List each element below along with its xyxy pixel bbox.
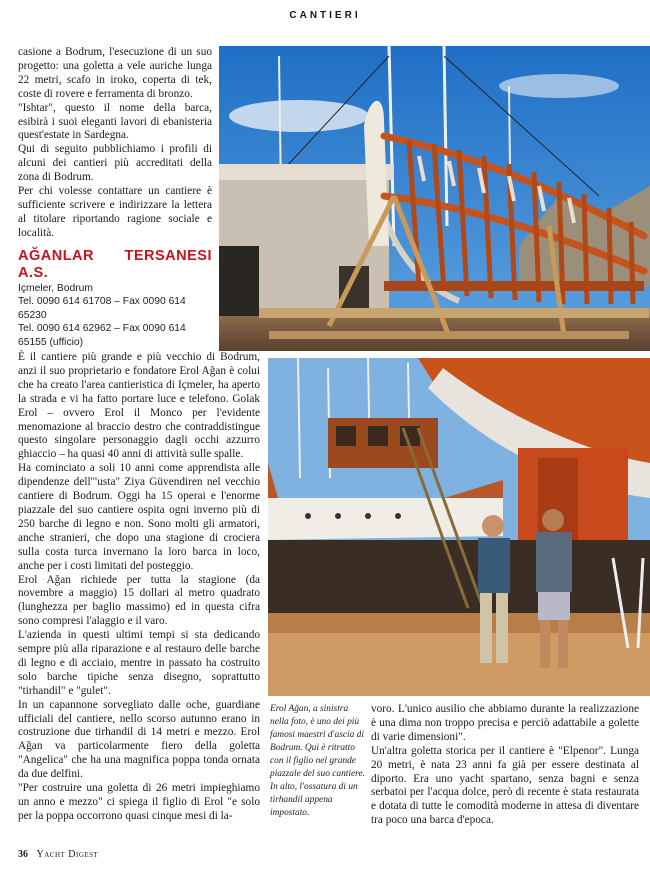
photo-boat-framework: [219, 46, 650, 351]
article-paragraph: L'azienda in questi ultimi tempi si sta dedicando sempre più alla riparazione e al restauro delle barche di legno e di acciaio, mentre in passato ha costruito solo barche tipiche senza disegno, soprattutto "tirhandil" e "gulet".: [18, 629, 260, 697]
intro-paragraph: casione a Bodrum, l'esecuzione di un suo progetto: una goletta a vele auriche lunga 22 metri, scafo in iroko, coperta di tek, coste di rovere e ferramenta di bronzo.: [18, 46, 212, 100]
section-header: CANTIERI: [289, 10, 361, 21]
page-footer: [18, 849, 98, 860]
shipyard-phone-1: Tel. 0090 614 61708 – Fax 0090 614 65230: [18, 296, 186, 321]
article-paragraph: In un capannone sorvegliato dalle oche, guardiane ufficiali del cantiere, nello scorso autunno erano in costruzione due tirhandil di 14 metri e mezzo. Erol Ağan va particolarmente fiero della goletta "Angelica" che ha una magnifica poppa tonda ornata da due delfini.: [18, 698, 260, 781]
photo-erol-agan-and-son: [268, 358, 650, 696]
page-number: 36: [18, 849, 28, 860]
shipyard-name: AĞANLAR TERSANESI A.S.: [18, 247, 212, 281]
photo-caption: Erol Ağan, a sinistra nella foto, è uno dei più famosi maestri d'ascia di Bodrum. Qui è ritratto con il figlio nel grande piazzale del suo cantiere. In alto, l'ossatura di un tirhandil appena impostato.: [270, 704, 365, 818]
article-paragraph: Erol Ağan richiede per tutta la stagione (da novembre a maggio) 15 dollari al metro quadrato (lunghezza per baglio massimo) ed in questa cifra sono compresi l'alaggio e il varo.: [18, 573, 260, 628]
shipyard-contact: [18, 282, 212, 350]
magazine-name: Yacht Digest: [36, 849, 99, 860]
article-paragraph: Ha cominciato a soli 10 anni come apprendista alle dipendenze dell'"usta" Ziya Güvendiren nel vecchio cantiere di Bodrum. Oggi ha 15 operai e l'enorme piazzale del suo cantiere ospita ogni inverno più di 250 barche di legno e non. Sono molti gli armatori, anche stranieri, che dopo una stagione di crociera sulla costa turca invernano la loro barca in loco, anche per i costi limitati del posteggio.: [18, 462, 260, 572]
article-paragraph: voro. L'unico ausilio che abbiamo durante la realizzazione è una dima non troppo precisa e perciò adattabile a golette di varie dimensioni".: [371, 703, 639, 743]
intro-paragraph: Per chi volesse contattare un cantiere è sufficiente scrivere e indirizzare la lettera al titolare riportando ragione sociale e località.: [18, 185, 212, 239]
article-right-column: [371, 703, 639, 828]
article-paragraph: "Per costruire una goletta di 26 metri impieghiamo un anno e mezzo" ci spiega il figlio di Erol "e solo per la poppa occorrono quasi cinque mesi di la-: [18, 782, 260, 822]
article-paragraph: È il cantiere più grande e più vecchio di Bodrum, anzi il suo proprietario e fondatore Erol Ağan è colui che ha creato l'area cantieristica di Içmeler, ha aperto la strada e vi ha fatto portare luce e telefono. Golak Erol – ovvero Erol il Monco per l'evidente menomazione al braccio destro che contraddistingue questo singolare personaggio dagli occhi azzurro ghiaccio – ha quasi 40 anni di attività sulle spalle.: [18, 351, 260, 461]
intro-column: [18, 46, 212, 349]
intro-paragraph: "Ishtar", questo il nome della barca, esibirà i suoi eleganti lavori di ebanisteria quest'estate in Sardegna.: [18, 101, 212, 142]
article-paragraph: Un'altra goletta storica per il cantiere è "Elpenor". Lunga 20 metri, è nata 23 anni fa già per essere destinata al diporto. Era uno yacht spartano, senza bagni e senza serbatoi per l'acqua dolce, però di recente è stata restaurata e dotata di tutte le comodità moderne in attesa di diventare tra poco una barca d'epoca.: [371, 744, 639, 827]
article-main-column: [18, 351, 260, 824]
shipyard-location: Içmeler, Bodrum: [18, 282, 93, 294]
intro-paragraph: Qui di seguito pubblichiamo i profili di alcuni dei cantieri più accreditati della zona di Bodrum.: [18, 143, 212, 184]
shipyard-phone-2: Tel. 0090 614 62962 – Fax 0090 614 65155 (ufficio): [18, 323, 186, 348]
